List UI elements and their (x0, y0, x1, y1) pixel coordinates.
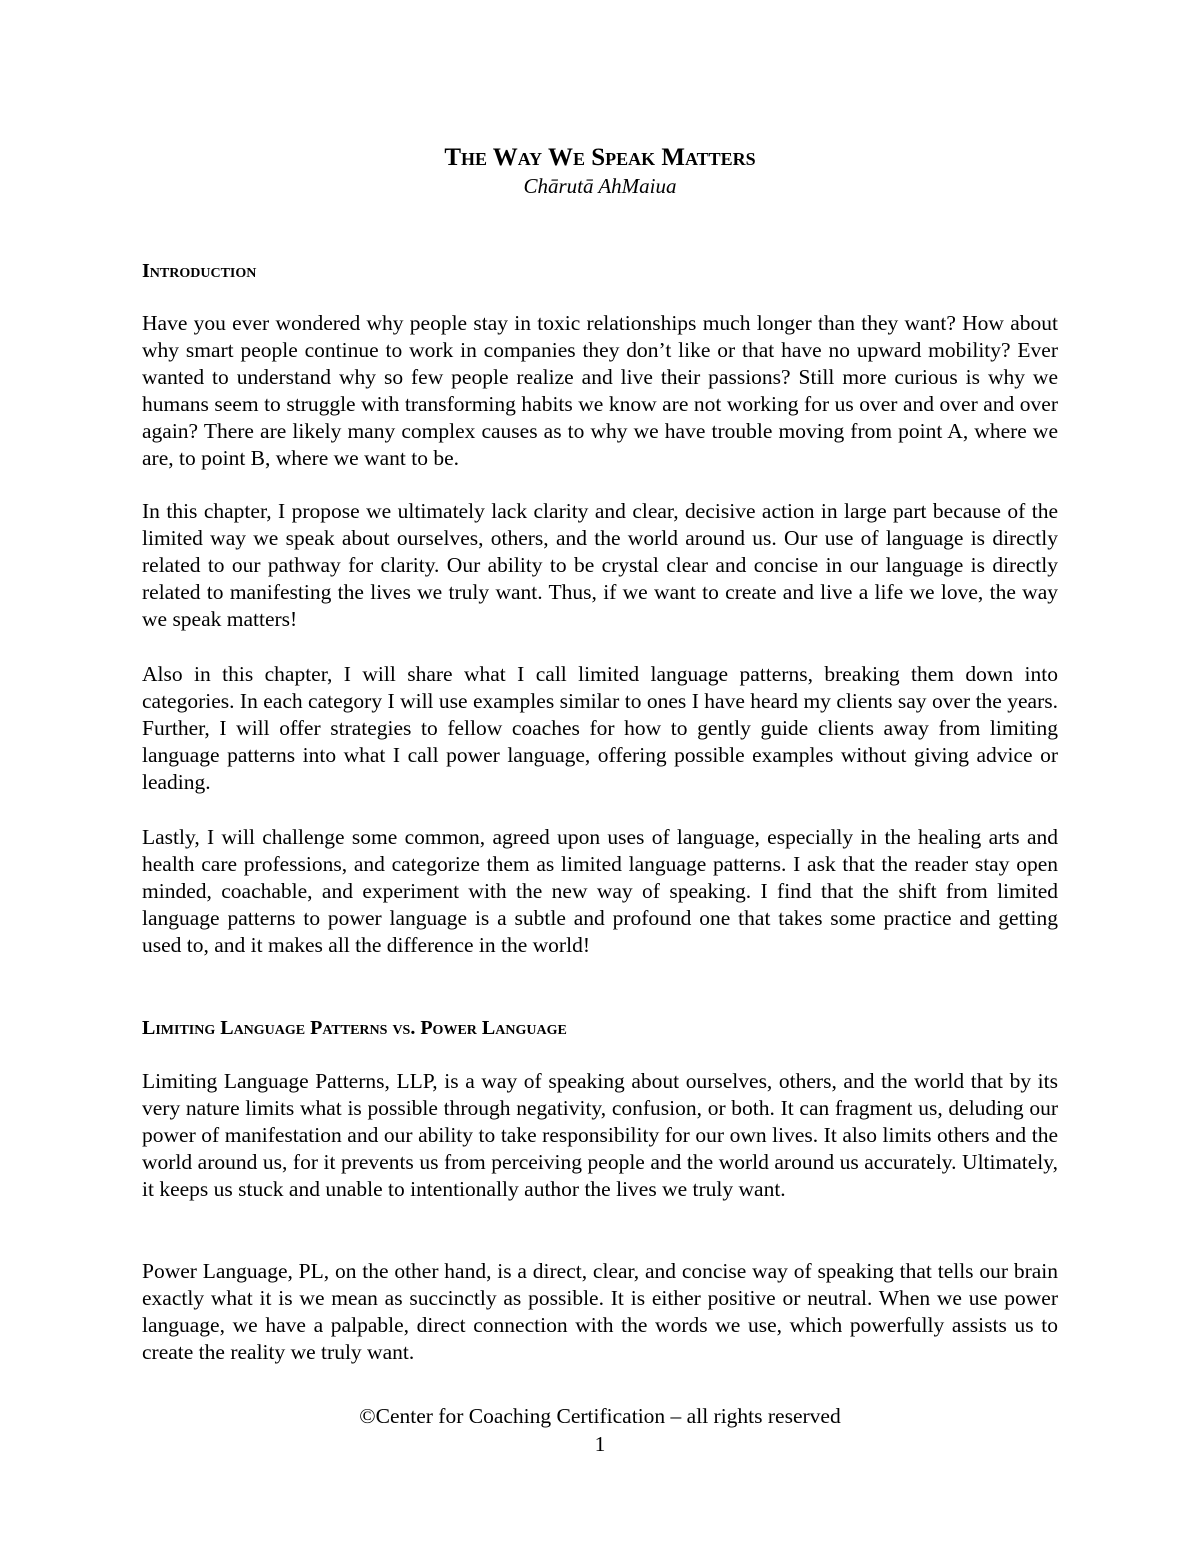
page-number: 1 (594, 1432, 606, 1456)
document-author: Chārutā AhMaiua (523, 174, 677, 198)
paragraph-intro-2: In this chapter, I propose we ultimately lack clarity and clear, decisive action in large part because of the limited way we speak about ourselves, others, and the world around us. Our use of language is directly related to our pathway for clarity. Our ability to be crystal clear and concise in our language is directly related to manifesting the lives we truly want. Thus, if we want to create and live a life we love, the way we speak matters! (142, 499, 1058, 631)
paragraph-intro-4: Lastly, I will challenge some common, agreed upon uses of language, especially in the healing arts and health care professions, and categorize them as limited language patterns. I ask that the reader stay open minded, coachable, and experiment with the new way of speaking. I find that the shift from limited language patterns to power language is a subtle and profound one that takes some practice and getting used to, and it makes all the difference in the world! (142, 825, 1058, 957)
footer-copyright: ©Center for Coaching Certification – all rights reserved (359, 1404, 841, 1428)
paragraph-intro-1: Have you ever wondered why people stay in toxic relationships much longer than they want? How about why smart people continue to work in companies they don’t like or that have no upward mobility? Ever wanted to understand why so few people realize and live their passions? Still more curious is why we humans seem to struggle with transforming habits we know are not working for us over and over and over again? There are likely many complex causes as to why we have trouble moving from point A, where we are, to point B, where we want to be. (142, 311, 1058, 470)
paragraph-intro-3: Also in this chapter, I will share what I call limited language patterns, breaking them down into categories. In each category I will use examples similar to ones I have heard my clients say over the years. Further, I will offer strategies to fellow coaches for how to gently guide clients away from limiting language patterns into what I call power language, offering possible examples without giving advice or leading. (142, 662, 1058, 794)
section-heading-introduction: Introduction (142, 260, 257, 282)
paragraph-llp-1: Limiting Language Patterns, LLP, is a way of speaking about ourselves, others, and the world that by its very nature limits what is possible through negativity, confusion, or both. It can fragment us, deluding our power of manifestation and our ability to take responsibility for our own lives. It also limits others and the world around us, for it prevents us from perceiving people and the world around us accurately. Ultimately, it keeps us stuck and unable to intentionally author the lives we truly want. (142, 1069, 1058, 1201)
document-title: The Way We Speak Matters (444, 144, 756, 171)
paragraph-llp-2: Power Language, PL, on the other hand, is a direct, clear, and concise way of speaking that tells our brain exactly what it is we mean as succinctly as possible. It is either positive or neutral. When we use power language, we have a palpable, direct connection with the words we use, which powerfully assists us to create the reality we truly want. (142, 1259, 1058, 1364)
section-heading-llp-vs-power-language: Limiting Language Patterns vs. Power Language (142, 1017, 567, 1039)
